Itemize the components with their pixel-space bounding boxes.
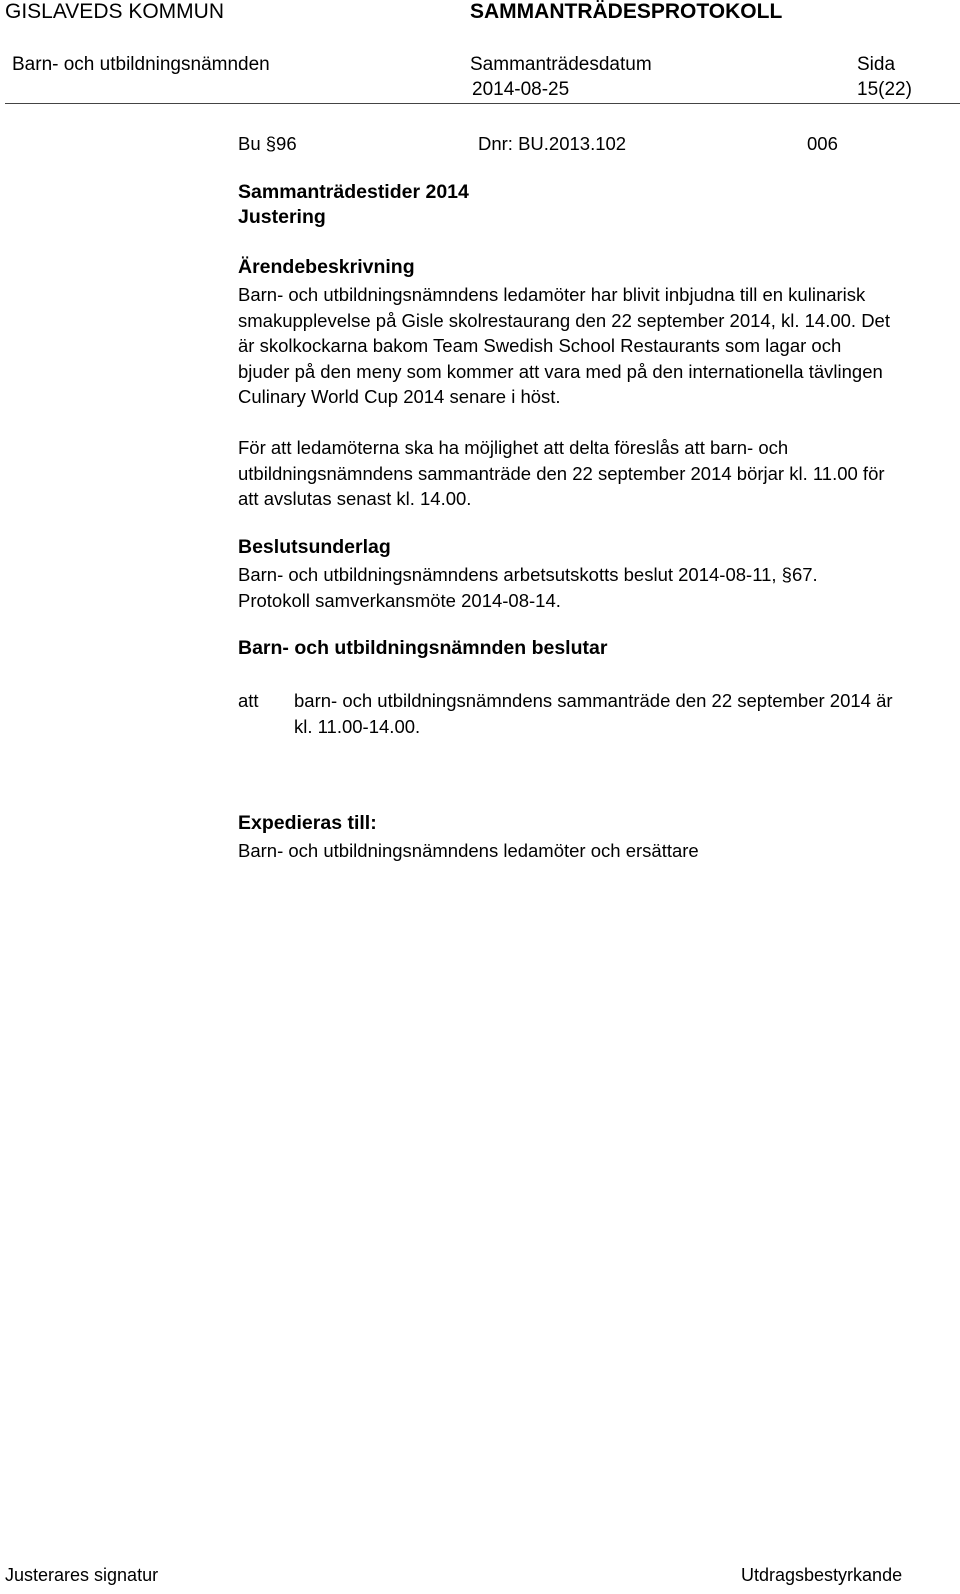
org-name: GISLAVEDS KOMMUN [5, 0, 224, 23]
text-line: bjuder på den meny som kommer att vara med på den internationella tävlingen [238, 360, 883, 382]
decision-line-1: barn- och utbildningsnämndens sammanträde den 22 september 2014 är [294, 690, 893, 711]
text-line: att avslutas senast kl. 14.00. [238, 488, 472, 509]
page-number: 15(22) [857, 79, 912, 100]
basis-line-2: Protokoll samverkansmöte 2014-08-14. [238, 590, 561, 611]
decision-line-2: kl. 11.00-14.00. [294, 716, 421, 737]
description-paragraph-2 [238, 435, 938, 512]
text-line: är skolkockarna bakom Team Swedish School Restaurants som lagar och [238, 335, 842, 356]
dispatch-heading: Expedieras till: [238, 812, 377, 834]
basis-heading: Beslutsunderlag [238, 536, 391, 558]
text-line: smakupplevelse på Gisle skolrestaurang den 22 september 2014, kl. 14.00. Det [238, 309, 890, 331]
header-divider [5, 103, 960, 104]
decision-label: att [238, 690, 259, 711]
dispatch-recipients: Barn- och utbildningsnämndens ledamöter och ersättare [238, 840, 699, 861]
date-value: 2014-08-25 [472, 79, 570, 100]
board-name: Barn- och utbildningsnämnden [12, 54, 270, 75]
section-number: Bu §96 [238, 133, 297, 154]
text-line: utbildningsnämndens sammanträde den 22 september 2014 börjar kl. 11.00 för [238, 462, 885, 484]
text-line: Culinary World Cup 2014 senare i höst. [238, 386, 561, 407]
document-type: SAMMANTRÄDESPROTOKOLL [470, 0, 783, 23]
registration-number: Dnr: BU.2013.102 [478, 133, 627, 154]
text-line: Barn- och utbildningsnämndens ledamöter har blivit inbjudna till en kulinarisk [238, 284, 866, 305]
extract-certification-label: Utdragsbestyrkande [741, 1565, 903, 1585]
text-line: För att ledamöterna ska ha möjlighet att delta föreslås att barn- och [238, 437, 789, 458]
description-heading: Ärendebeskrivning [238, 256, 415, 278]
matter-title: Sammanträdestider 2014 [238, 181, 469, 203]
basis-line-1: Barn- och utbildningsnämndens arbetsutskotts beslut 2014-08-11, §67. [238, 564, 818, 585]
case-code: 006 [807, 133, 838, 154]
date-label: Sammanträdesdatum [470, 54, 652, 75]
description-paragraph-1 [238, 282, 938, 410]
matter-subtitle: Justering [238, 206, 326, 228]
adjuster-signature-label: Justerares signatur [5, 1565, 159, 1585]
page-label: Sida [857, 54, 896, 75]
decision-heading: Barn- och utbildningsnämnden beslutar [238, 637, 608, 659]
